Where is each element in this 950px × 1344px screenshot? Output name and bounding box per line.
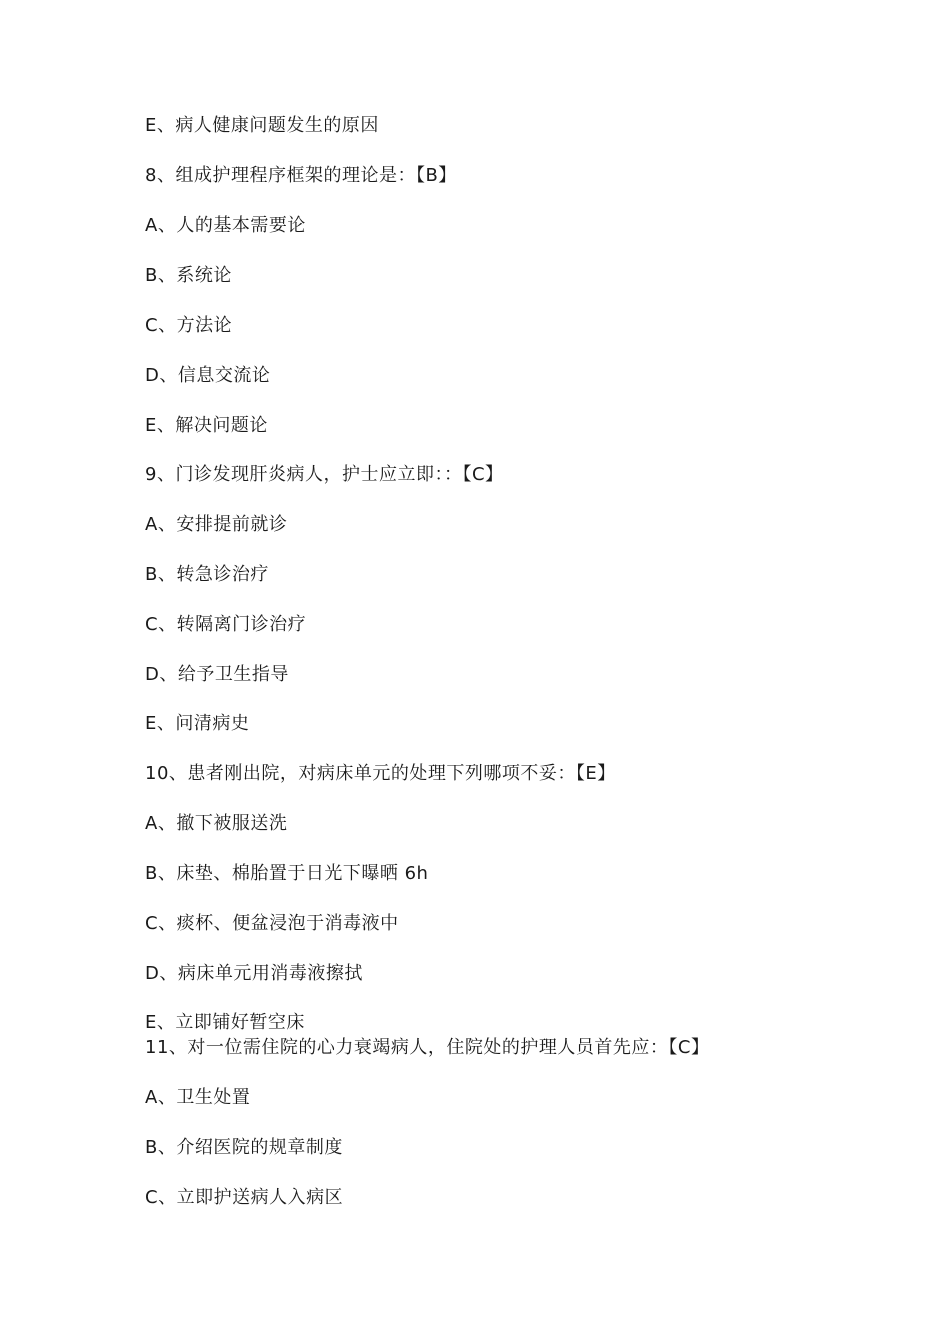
option-line: E、病人健康问题发生的原因 (145, 115, 379, 136)
question-line: 9、门诊发现肝炎病人，护士应立即：：【C】 (145, 464, 504, 485)
question-line: 10、患者刚出院，对病床单元的处理下列哪项不妥：【E】 (145, 763, 616, 784)
option-line: A、撤下被服送洗 (145, 813, 288, 834)
option-line: A、卫生处置 (145, 1087, 251, 1108)
option-line: B、系统论 (145, 265, 232, 286)
option-line: B、床垫、棉胎置于日光下曝晒 6h (145, 863, 429, 884)
question-line: 11、对一位需住院的心力衰竭病人，住院处的护理人员首先应：【C】 (145, 1037, 710, 1058)
option-line: C、痰杯、便盆浸泡于消毒液中 (145, 913, 399, 934)
option-line: D、给予卫生指导 (145, 664, 289, 685)
option-line: E、立即铺好暂空床 (145, 1012, 305, 1033)
option-line: A、人的基本需要论 (145, 215, 306, 236)
option-line: B、介绍医院的规章制度 (145, 1137, 343, 1158)
option-line: C、立即护送病人入病区 (145, 1187, 344, 1208)
option-line: C、转隔离门诊治疗 (145, 614, 307, 635)
option-line: D、信息交流论 (145, 365, 271, 386)
option-line: C、方法论 (145, 315, 233, 336)
option-line: D、病床单元用消毒液擦拭 (145, 963, 363, 984)
option-line: E、解决问题论 (145, 415, 268, 436)
option-line: B、转急诊治疗 (145, 564, 269, 585)
question-line: 8、组成护理程序框架的理论是：【B】 (145, 165, 457, 186)
option-line: E、问清病史 (145, 713, 250, 734)
option-line: A、安排提前就诊 (145, 514, 288, 535)
